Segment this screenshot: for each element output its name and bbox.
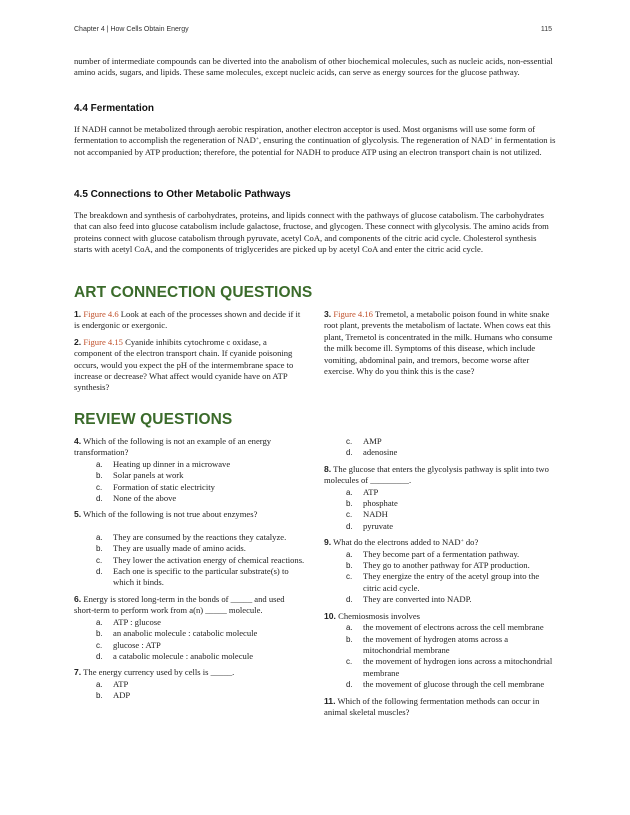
answer-option [74, 679, 306, 690]
option-letter: c. [346, 510, 353, 520]
option-letter: b. [96, 629, 103, 639]
review-left-column [74, 436, 306, 707]
option-letter: d. [346, 595, 353, 605]
option-letter: b. [96, 691, 103, 701]
answer-option [324, 498, 556, 509]
art-connection-left-column [74, 309, 306, 399]
answer-option [74, 543, 306, 554]
answer-option [74, 628, 306, 639]
option-letter: c. [346, 572, 353, 582]
answer-option [74, 493, 306, 504]
question-number: 10. [324, 610, 336, 621]
question-text: do? [463, 537, 479, 548]
page-number: 115 [540, 26, 552, 33]
option-text: They are usually made of amino acids. [113, 543, 246, 554]
answer-options [324, 487, 556, 533]
option-letter: d. [346, 680, 353, 690]
option-text: the movement of electrons across the cell membrane [363, 622, 544, 633]
intro-paragraph: number of intermediate compounds can be diverted into the anabolism of other biochemical molecules, such as nucleic acids, non-essential amino acids, sugars, and lipids. These same molecules, except nucleic acids, can serve as energy sources for the glucose pathway. [74, 56, 553, 78]
option-letter: c. [96, 640, 103, 650]
option-text: adenosine [363, 447, 398, 458]
option-letter: b. [346, 499, 353, 509]
answer-options [74, 617, 306, 663]
question-number: 2. [74, 336, 82, 347]
answer-option [74, 470, 306, 481]
answer-options [324, 436, 556, 459]
question-number: 3. [324, 309, 332, 319]
answer-options [74, 679, 306, 702]
question-text: Tremetol, a metabolic poison found in white snake root plant, prevents the metabolism of lactate. When cows eat this plant, Tremetol is concentrated in the milk. Humans who consume the milk become ill. Symptoms of this disease, which include vomiting, abdominal pain, and tremors, become worse after exercise. Why do you think this is the case? [324, 309, 553, 377]
option-text: They lower the activation energy of chemical reactions. [113, 554, 305, 565]
review-right-column [324, 436, 556, 723]
question-5 [74, 509, 306, 588]
question-number: 1. [74, 309, 82, 319]
fermentation-text-part-1: If NADH cannot be metabolized through aerobic respiration, another electron acceptor is used. Most organisms will use some form of fermentation to accomplish the regeneration of NAD [74, 124, 536, 146]
option-letter: a. [96, 459, 103, 469]
option-letter: a. [96, 679, 103, 689]
question-7-continued [324, 436, 556, 459]
option-text: They energize the entry of the acetyl group into the citric acid cycle. [363, 571, 540, 593]
question-8 [324, 464, 556, 532]
figure-link[interactable]: Figure 4.16 [333, 309, 373, 319]
option-text: ATP [363, 486, 379, 497]
option-text: glucose : ATP [113, 639, 161, 650]
answer-option [324, 436, 556, 447]
question-text: What do the electrons added to NAD [331, 537, 461, 548]
option-letter: c. [346, 657, 353, 667]
fermentation-paragraph [74, 124, 556, 158]
question-text: Which of the following is not an example of an energy transformation? [74, 436, 272, 458]
question-number: 9. [324, 537, 332, 548]
option-text: None of the above [113, 493, 177, 504]
option-text: AMP [363, 436, 382, 446]
superscript-plus: + [255, 136, 259, 143]
answer-option [324, 656, 556, 679]
option-text: ADP [113, 690, 131, 701]
question-text: Look at each of the processes shown and decide if it is endergonic or exergonic. [74, 309, 301, 331]
question-text: Which of the following fermentation methods can occur in animal skeletal muscles? [324, 695, 540, 717]
question-number: 7. [74, 667, 82, 678]
option-text: They are converted into NADP. [363, 594, 472, 605]
question-3 [324, 309, 556, 377]
answer-option [324, 521, 556, 532]
answer-option [74, 651, 306, 662]
option-text: They are consumed by the reactions they catalyze. [113, 531, 287, 542]
section-4-5-title: 4.5 Connections to Other Metabolic Pathways [74, 189, 291, 200]
answer-option [74, 459, 306, 470]
question-6 [74, 594, 306, 662]
option-letter: c. [96, 482, 103, 492]
superscript-plus: + [489, 136, 493, 143]
art-connection-right-column [324, 309, 556, 382]
option-text: ATP [113, 678, 129, 689]
option-letter: b. [96, 471, 103, 481]
option-text: the movement of hydrogen ions across a mitochondrial membrane [363, 656, 553, 678]
answer-option [324, 549, 556, 560]
option-text: Formation of static electricity [113, 481, 215, 492]
connections-paragraph: The breakdown and synthesis of carbohydrates, proteins, and lipids connect with the pathways of glucose catabolism. The carbohydrates that can also feed into glucose catabolism include galactose, fructose, and glycogen. These connect with glycolysis. The amino acids from proteins connect with glucose catabolism through pyruvate, acetyl CoA, and components of the citric acid cycle. Cholesterol synthesis starts with acetyl CoA, and the components of triglycerides are picked up by acetyl CoA and enter the citric acid cycle. [74, 210, 549, 255]
answer-option [324, 560, 556, 571]
chapter-title: Chapter 4 | How Cells Obtain Energy [74, 26, 189, 33]
option-letter: d. [346, 448, 353, 458]
option-letter: d. [96, 567, 103, 577]
answer-option [324, 634, 556, 657]
option-text: a catabolic molecule : anabolic molecule [113, 650, 254, 661]
answer-options [324, 622, 556, 690]
option-letter: a. [346, 549, 353, 559]
option-text: Solar panels at work [113, 470, 184, 481]
fermentation-text-part-3: in fermentation is not accompanied by ATP production; therefore, the potential for NADH to produce ATP using an electron transport chain is not utilized. [74, 135, 556, 157]
option-text: Heating up dinner in a microwave [113, 458, 231, 469]
option-text: pyruvate [363, 520, 394, 531]
answer-option [74, 532, 306, 543]
question-10 [324, 611, 556, 691]
section-4-4-title: 4.4 Fermentation [74, 103, 155, 114]
option-letter: b. [346, 561, 353, 571]
answer-option [74, 617, 306, 628]
option-letter: b. [346, 634, 353, 644]
question-text: Which of the following is not true about enzymes? [81, 509, 258, 520]
answer-option [324, 447, 556, 458]
review-questions-heading: REVIEW QUESTIONS [74, 411, 233, 428]
figure-link[interactable]: Figure 4.6 [83, 309, 119, 319]
option-text: They become part of a fermentation pathway. [363, 548, 520, 559]
question-11 [324, 696, 556, 719]
question-number: 4. [74, 436, 82, 446]
question-number: 5. [74, 509, 82, 520]
question-1 [74, 309, 306, 332]
question-9 [324, 537, 556, 605]
answer-options [74, 459, 306, 505]
answer-options [74, 532, 306, 589]
question-7 [74, 667, 306, 701]
answer-option [74, 566, 306, 589]
option-letter: d. [96, 651, 103, 661]
answer-option [74, 555, 306, 566]
option-text: They go to another pathway for ATP production. [363, 560, 530, 571]
option-letter: b. [96, 544, 103, 554]
question-text: Cyanide inhibits cytochrome c oxidase, a component of the electron transport chain. If cyanide poisoning occurs, would you expect the pH of the intermembrane space to increase or decrease? What affect would cyanide have on ATP synthesis? [74, 336, 294, 393]
answer-option [74, 690, 306, 701]
option-text: Each one is specific to the particular substrate(s) to which it binds. [113, 566, 289, 588]
question-number: 6. [74, 593, 82, 604]
fermentation-text-part-2: , ensuring the continuation of glycolysis. The regeneration of NAD [258, 135, 490, 146]
answer-option [324, 509, 556, 520]
answer-option [74, 640, 306, 651]
option-text: NADH [363, 509, 388, 520]
question-number: 11. [324, 695, 336, 706]
option-text: the movement of glucose through the cell membrane [363, 679, 545, 690]
option-text: the movement of hydrogen atoms across a mitochondrial membrane [363, 633, 509, 655]
option-letter: d. [346, 521, 353, 531]
art-connection-heading: ART CONNECTION QUESTIONS [74, 284, 313, 301]
option-letter: c. [346, 437, 353, 446]
answer-option [324, 487, 556, 498]
question-text: Chemiosmosis involves [335, 610, 420, 621]
option-letter: a. [346, 487, 353, 497]
question-2 [74, 337, 306, 394]
question-text: Energy is stored long-term in the bonds of _____ and used short-term to perform work from a(n) _____ molecule. [74, 593, 285, 616]
answer-option [324, 594, 556, 605]
option-text: phosphate [363, 498, 398, 509]
option-text: ATP : glucose [113, 616, 161, 627]
option-text: an anabolic molecule : catabolic molecule [113, 628, 258, 639]
option-letter: a. [346, 623, 353, 633]
option-letter: a. [96, 532, 103, 542]
answer-options [324, 549, 556, 606]
option-letter: a. [96, 617, 103, 627]
answer-option [324, 571, 556, 594]
answer-option [324, 679, 556, 690]
answer-option [74, 482, 306, 493]
question-4 [74, 436, 306, 504]
figure-link[interactable]: Figure 4.15 [83, 336, 123, 347]
question-text: The glucose that enters the glycolysis pathway is split into two molecules of _________. [324, 463, 549, 486]
option-letter: c. [96, 555, 103, 565]
question-number: 8. [324, 463, 332, 474]
answer-option [324, 622, 556, 633]
running-header [74, 26, 552, 33]
question-text: The energy currency used by cells is _____. [81, 667, 235, 678]
superscript-plus: + [460, 538, 464, 545]
option-letter: d. [96, 494, 103, 504]
